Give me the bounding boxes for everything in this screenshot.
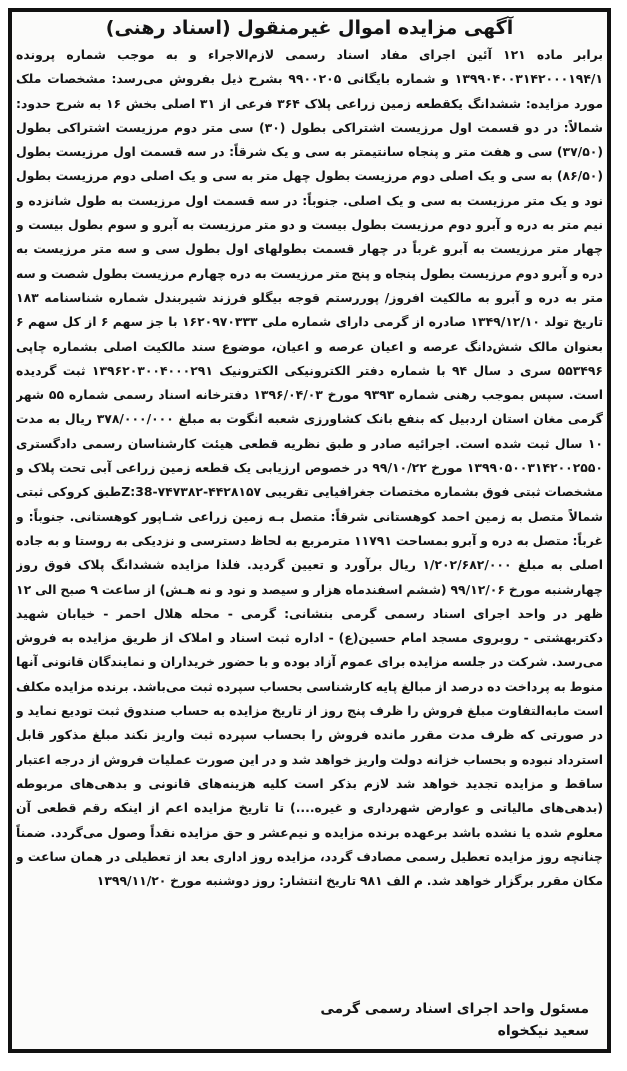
signature-title: مسئول واحد اجرای اسناد رسمی گرمی (320, 1001, 589, 1017)
notice-title: آگهی مزایده اموال غیرمنقول (اسناد رهنی) (105, 17, 514, 39)
notice-body: برابر ماده ۱۲۱ آئین اجرای مفاد اسناد رسمی لازم‌الاجراء و به موجب شماره پرونده ۱۳۹۹۰۴۰۰۳۱۴۲۰۰۰۱۹۴/۱ و شماره بایگانی ۹۹۰۰۲۰۵ بشرح ذیل بفروش می‌رسد: مشخصات ملک مورد مزایده: ششدانگ یکقطعه زمین زراعی پلاک ۳۶۴ فرعی از ۳۱ اصلی بخش ۱۶ به شرح حدود: شمالاً: در دو قسمت اول مرزیست اشتراکی بطول (۳۰) سی متر دوم مرزیست اشتراکی بطول (۳۷/۵۰) سی و هفت متر و پنجاه سانتیمتر به سی و یک شرقاً: در سه قسمت اول مرزیست بطول (۸۶/۵۰) به سی و یک اصلی دوم مرزیست بطول چهل متر به سی و یک اصلی دوم مرزیست بطول نود و یک متر مرزیست به سی و یک اصلی. جنوباً: در سه قسمت اول مرزیست به طول شانزده و نیم متر به دره و آبرو دوم مرزیست بطول بیست و دو متر مرزیست به آبرو و سوم بطول بیست و چهار متر مرزیست به آبرو غرباً در چهار قسمت بطولهای اول بطول سی و سه متر مرزیست به دره و آبرو دوم مرزیست بطول پنجاه و پنج متر مرزیست به دره چهارم مرزیست بطول شصت و سه متر به دره و آبرو به مالکیت افروز/ پوررستم قوجه بیگلو فرزند شیربندل شماره شناسنامه ۱۸۳ تاریخ تولد ۱۳۴۹/۱۲/۱۰ صادره از گرمی دارای شماره ملی ۱۶۲۰۹۷۰۳۳۳ با جز سهم ۶ از کل سهم ۶ بعنوان مالک شش‌دانگ عرصه و اعیان عرصه و اعیان، موضوع سند مالکیت اصلی بشماره چاپی ۵۵۳۴۹۶ سری د سال ۹۴ با شماره دفتر الکترونیکی الکترونیک ۱۳۹۶۲۰۳۰۰۴۰۰۰۲۹۱ ثبت گردیده است. سپس بموجب رهنی شماره ۹۳۹۳ مورخ ۱۳۹۶/۰۴/۰۳ دفترخانه اسناد رسمی شماره ۵۵ شهر گرمی مغان استان اردبیل که بنفع بانک کشاورزی شعبه انگوت به مبلغ ۳۷۸/۰۰۰/۰۰۰ ریال به مدت ۱۰ سال ثبت شده است. اجرائیه صادر و طبق نظریه قطعی هیئت کارشناسان رسمی دادگستری ۱۳۹۹۰۵۰۰۳۱۴۲۰۰۲۵۵۰ مورخ ۹۹/۱۰/۲۲ در خصوص ارزیابی یک قطعه زمین زراعی آبی تحت پلاک و مشخصات ثبتی فوق بشماره مختصات جغرافیایی تقریبی Z:38-۷۴۷۳۸۲-۴۴۲۸۱۵۷طبق کروکی ثبتی شمالاً متصل به زمین احمد کوهستانی شرقاً: متصل بـه زمین زراعی شـاپور کوهستانی. جنوباً: و غرباً: متصل به دره و آبرو بمساحت ۱۱۷۹۱ مترمربع به لحاظ دسترسی و نزدیکی به روستا و به جاده اصلی به مبلغ ۱/۲۰۲/۶۸۲/۰۰۰ ریال برآورد و تعیین گردید. فلذا مزایده ششدانگ پلاک فوق روز چهارشنبه مورخ ۹۹/۱۲/۰۶ (ششم اسفندماه هزار و سیصد و نود و نه هـش) از ساعت ۹ صبح الی ۱۲ ظهر در واحد اجرای اسناد رسمی گرمی بنشانی: گرمی - محله هلال احمر - خیابان شهید دکتربهشتی - روبروی مسجد امام حسین(ع) - اداره ثبت اسناد و املاک از طریق مزایده به فروش می‌رسد. شرکت در جلسه مزایده برای عموم آزاد بوده و با حضور خریداران و نمایندگان قانونی آنها منوط به پرداخت ده درصد از مبالغ پایه کارشناسی بحساب سپرده ثبت می‌باشد. برنده مزایده مکلف است مابه‌التفاوت مبلغ فروش را ظرف پنج روز از تاریخ مزایده به حساب صندوق ثبت تودیع نماید و در صورتی که ظرف مدت مقرر مانده فروش را بحساب سپرده ثبت واریز نکند مبلغ مذکور قابل استرداد نبوده و بحساب خزانه دولت واریز خواهد شد و در این صورت عملیات فروش از درجه اعتبار ساقط و مزایده تجدید خواهد شد لازم بذکر است کلیه هزینه‌های قانونی و بدهی‌های مربوطه (بدهی‌های مالیاتی و عوارض شهرداری و غیره....) تا تاریخ مزایده اعم از اینکه رقم قطعی آن معلوم شده یا نشده باشد برعهده برنده مزایده و نیم‌عشر و حق مزایده نقداً وصول می‌گردد. ضمناً چنانچه روز مزایده تعطیل رسمی مصادف گردد، مزایده روز اداری بعد از تعطیلی در همان ساعت و مکان مقرر برگزار خواهد شد. م الف ۹۸۱ تاریخ انتشار: روز دوشنبه مورخ ۱۳۹۹/۱۱/۲۰ (16, 47, 603, 889)
notice-frame (8, 8, 611, 1053)
signature-name: سعید نیکخواه (497, 1023, 589, 1039)
notice-content (16, 15, 603, 1045)
